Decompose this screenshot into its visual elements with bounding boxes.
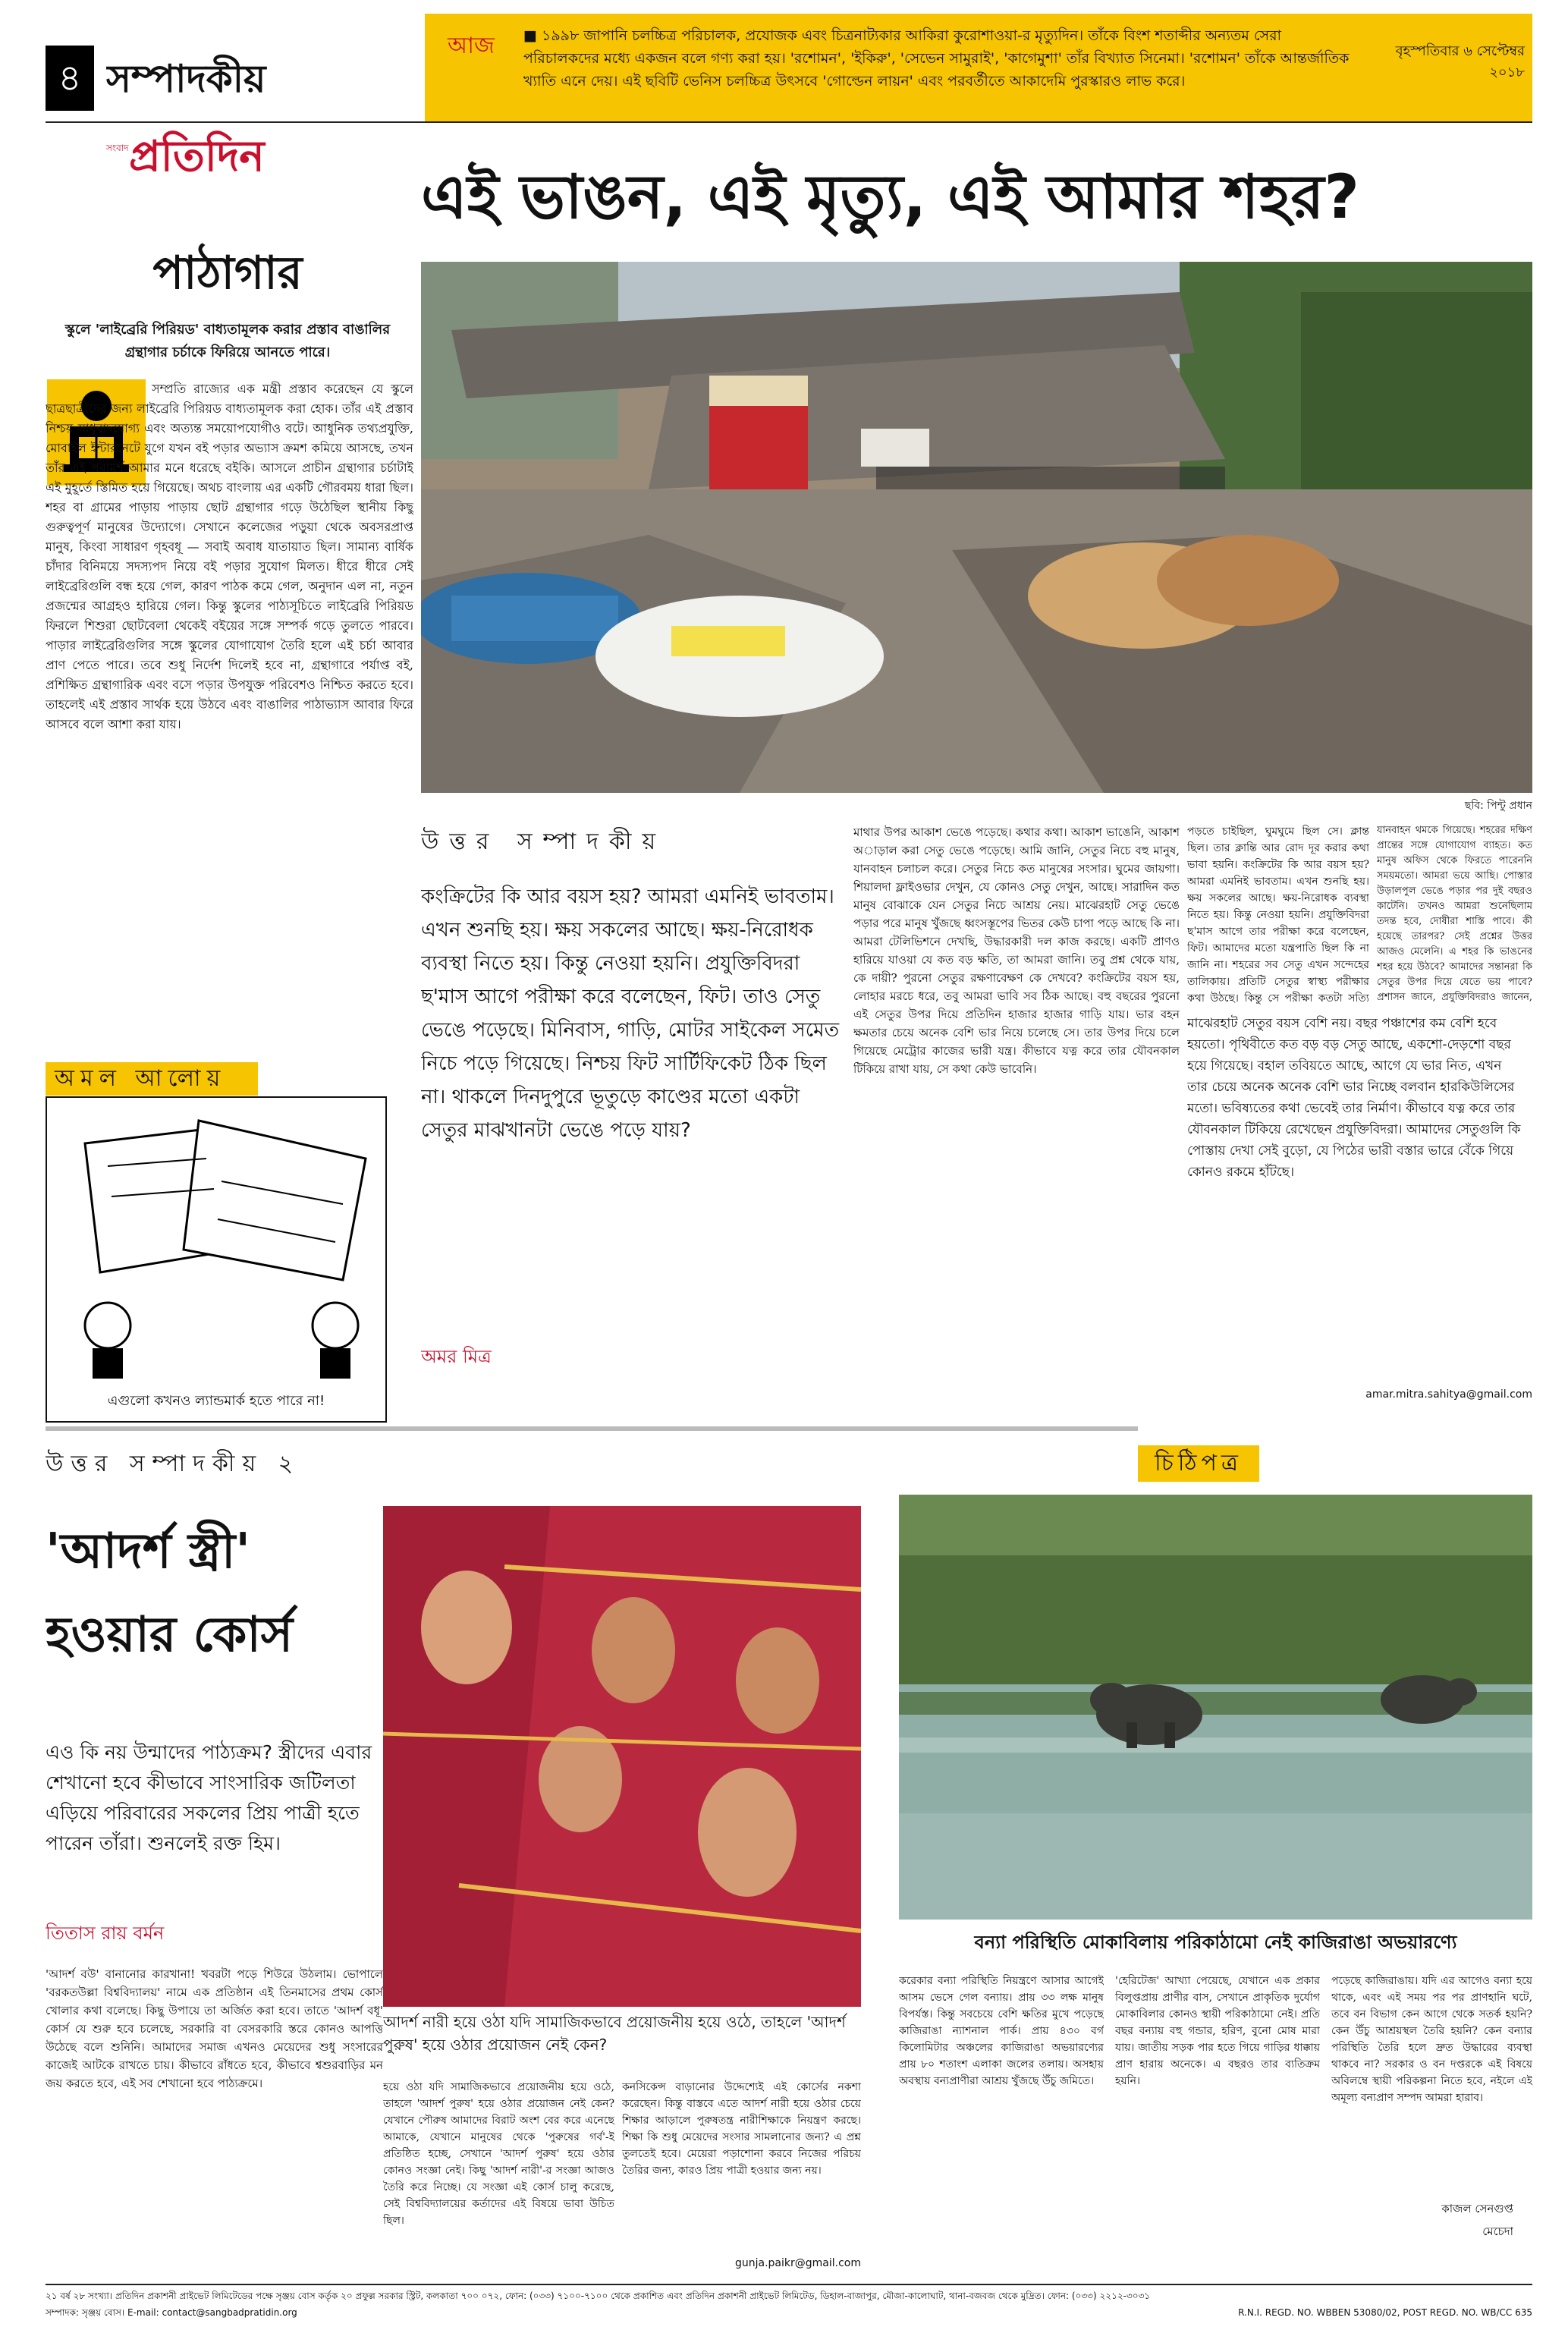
bridge-collapse-illustration: [421, 262, 1532, 793]
ut-author: অমর মিত্র: [421, 1346, 492, 1367]
today-note: ■ ১৯৯৮ জাপানি চলচ্চিত্র পরিচালক, প্রযোজক এবং চিত্রনাট্যকার আকিরা কুরোশাওয়া-র মৃত্যুদিন। তাঁকে বিংশ শতাব্দীর অন্যতম সেরা পরিচালকদের মধ্যে একজন বলে গণ্য করা হয়। 'রশোমন', 'ইকিরু', 'সেভেন সামুরাই', 'কাগেমুশা' তাঁর বিখ্যাত সিনেমা। 'রশোমন' তাঁকে আন্তর্জাতিক খ্যাতি এনে দেয়। এই ছবিটি ভেনিস চলচ্চিত্র উৎসবে 'গোল্ডেন লায়ন' এবং পরবর্তীতে আকাদেমি পুরস্কারও লাভ করে।: [523, 27, 1350, 90]
aaj-label: আজ: [448, 33, 495, 59]
pathagar-subtitle: স্কুলে 'লাইব্রেরি পিরিয়ড' বাধ্যতামূলক করার প্রস্তাব বাঙালির গ্রন্থাগার চর্চাকে ফিরিয়ে আনতে পারে।: [64, 322, 391, 360]
today-bar: [425, 14, 1532, 121]
ut2-body2: হয়ে ওঠা যদি সামাজিকভাবে প্রয়োজনীয় হয়ে ওঠে, তাহলে 'আদর্শ পুরুষ' হয়ে ওঠার প্রয়োজন নেই কেন? যেখানে পৌরুষ আমাদের বিরাট অংশ বের করে এনেছে আমাকে, যেখানে মানুষের থেকে 'পুরুষের গর্ব'-ই প্রতিষ্ঠিত হচ্ছে, সেখানে 'আদর্শ পুরুষ' হয়ে ওঠার কোনও সংজ্ঞা নেই। কিছু 'আদর্শ নারী'-র সংজ্ঞা আজও তৈরি করে নিচ্ছে। যে সংজ্ঞা এই কোর্স চালু করেছে, সেই বিশ্ববিদ্যালয়ের কর্তাদের এই বিষয়ে ভাবা উচিত ছিল।: [383, 2081, 614, 2227]
middle-rule: [46, 1426, 1138, 1431]
ut2-standfirst: এও কি নয় উন্মাদের পাঠ্যক্রম? স্ত্রীদের এবার শেখানো হবে কীভাবে সাংসারিক জটিলতা এড়িয়ে পরিবারের সকলের প্রিয় পাত্রী হতে পারেন তাঁরা। শুনলেই রক্ত হিম।: [46, 1741, 372, 1854]
page-number-box: [46, 46, 94, 111]
letter-body1: করেকার বন্যা পরিস্থিতি নিয়ন্ত্রণে আসার আগেই আসম ভেসে গেল বন্যায়। প্রায় ৩৩ লক্ষ মানুষ বিপর্যস্ত। কিন্তু সবচেয়ে বেশি ক্ষতির মুখে পড়েছে কাজিরাঙা ন্যাশনাল পার্ক। প্রায় ৪৩০ বর্গ কিলোমিটার অঞ্চলের কাজিরাঙা অভয়ারণ্যের প্রায় ৮০ শতাংশ এলাকা জলের তলায়। অসহায় অবস্থায় বন্যপ্রাণীরা আশ্রয় খুঁজছে উঁচু জমিতে।: [899, 1975, 1104, 2087]
section-title: সম্পাদকীয়: [106, 57, 266, 101]
ut2-body3: কনসিকেন্স বাড়ানোর উদ্দেশ্যেই এই কোর্সের নকশা করেছেন। কিন্তু বাস্তবে এতে আদর্শ নারী হয়ে ওঠার চেয়ে শিক্ষার আড়ালে পুরুষতন্ত্র নারীশিক্ষাকে নিয়ন্ত্রণ করছে। শিক্ষা কি শুধু মেয়েদের সংসার সামলানোর জন্য? এ প্রশ্ন তুলতেই হবে। মেয়েরা পড়াশোনা করবে নিজের পরিচয় তৈরির জন্য, কারও প্রিয় পাত্রী হওয়ার জন্য নয়।: [622, 2081, 861, 2177]
lead-headline: এই ভাঙন, এই মৃত্যু, এই আমার শহর?: [421, 162, 1359, 232]
ut-sampadakiya-title: উত্তর সম্পাদকীয়: [421, 829, 667, 855]
letter-body3: পড়েছে কাজিরাঙায়। যদি এর আগেও বন্যা হয়ে থাকে, এবং এই সময় পর পর প্রাণহানি ঘটে, তবে বন বিভাগ কেন আগে থেকে সতর্ক হয়নি? কেন উঁচু আশ্রয়স্থল তৈরি হয়নি? কেন বন্যার পরিস্থিতি তৈরি হলে দ্রুত উদ্ধারের ব্যবস্থা থাকবে না? সরকার ও বন দপ্তরকে এই বিষয়ে অবিলম্বে স্থায়ী পরিকল্পনা নিতে হবে, নইলে এই অমূল্য বন্যপ্রাণ সম্পদ আমরা হারাব।: [1331, 1975, 1532, 2104]
chithipatra-title: চিঠিপত্র: [1155, 1450, 1243, 1476]
ut2-email: gunja.paikr@gmail.com: [734, 2257, 861, 2269]
logo: [106, 127, 334, 188]
ut2-headline: 'আদর্শ স্ত্রী' হওয়ার কোর্স: [46, 1523, 294, 1663]
rhino-flood-illustration: [899, 1495, 1532, 1920]
ut-pull2: মাঝেরহাট সেতুর বয়স বেশি নয়। বছর পঞ্চাশের কম বেশি হবে হয়তো। পৃথিবীতে কত বড় বড় সেতু আছে, একশো-দেড়শো বছর হয়ে গিয়েছে। বহাল তবিয়তে আছে, আগে যে ভার নিত, এখন তার চেয়ে অনেক অনেক বেশি ভার নিচ্ছে বলবান হারকিউলিসের মতো। ভবিষ্যতের কথা ভেবেই তার নির্মাণ। কীভাবে যত্ন করে তার যৌবনকাল টিকিয়ে রেখেছেন প্রযুক্তিবিদরা। আমাদের সেতুগুলি কি পোস্তায় দেখা সেই বুড়ো, যে পিঠের ভারী বস্তার ভারে বেঁকে গিয়ে কোনও রকমে হাঁটছে।: [1187, 1016, 1521, 1180]
footer-rule: [46, 2284, 1532, 2285]
brides-photo: [383, 1506, 861, 2007]
letter-signature-name: কাজল সেনগুপ্ত: [1441, 2202, 1513, 2215]
brides-photo-caption: আদর্শ নারী হয়ে ওঠা যদি সামাজিকভাবে প্রয়োজনীয় হয়ে ওঠে, তাহলে 'আদর্শ পুরুষ' হয়ে ওঠার প্রয়োজন নেই কেন?: [383, 2013, 846, 2054]
letter-title: বন্যা পরিস্থিতি মোকাবিলায় পরিকাঠামো নেই কাজিরাঙা অভয়ারণ্যে: [974, 1932, 1457, 1953]
cartoon-panel: [46, 1096, 387, 1423]
cartoon-illustration: [47, 1098, 385, 1379]
pathagar-title: পাঠাগার: [152, 247, 303, 300]
brides-illustration: [383, 1506, 861, 2007]
photo-credit: ছবি: পিন্টু প্রধান: [1464, 800, 1532, 812]
ut2-title: উত্তর সম্পাদকীয় ২: [46, 1451, 301, 1477]
amal-alo-title-box: [46, 1062, 258, 1096]
ut-body1: মাথার উপর আকাশ ভেঙে পড়েছে। কথার কথা। আকাশ ভাঙেনি, আকাশ অাড়াল করা সেতু ভেঙে পড়েছে। আমি জানি, সেতুর নিচে বহু মানুষ, যানবাহন চলাচল করে। সেতুর নিচে কত মানুষের সংসার। ঘুমের জায়গা। শিয়ালদা ফ্লাইওভার দেখুন, যে কোনও সেতু দেখুন, আছে। সারাদিন কত মানুষ বোঝাকে যেন সেতুর নিচে আশ্রয় নেয়। মাঝেরহাট সেতু ভেঙে পড়ার পরে মানুষ খুঁজছে ধ্বংসস্তূপের ভিতর কেউ চাপা পড়ে আছে কি না। আমরা টেলিভিশনে দেখছি, উদ্ধারকারী দল কাজ করছে। একটি প্রাণও হারিয়ে যাওয়া যে কত বড় ক্ষতি, তা আমরা জানি। তবু প্রশ্ন থেকে যায়, কে দায়ী? পুরনো সেতুর রক্ষণাবেক্ষণ কে দেখবে? কংক্রিটের বয়স হয়, লোহার মরচে ধরে, তবু আমরা ভাবি সব ঠিক আছে। বহু বছরের পুরনো এই সেতুর উপর দিয়ে প্রতিদিন হাজার হাজার গাড়ি যায়। ভার বহন ক্ষমতার চেয়ে অনেক বেশি ভার নিয়ে চলেছে সে। তার উপর দিয়ে চলে গিয়েছে মেট্রোর কাজের ভারী যন্ত্র। কীভাবে যত্ন করে তার যৌবনকাল টিকিয়ে রাখা যায়, সে কথা কেউ ভাবেনি।: [853, 825, 1180, 1076]
letter-body2: 'হেরিটেজ' আখ্যা পেয়েছে, যেখানে এক প্রকার বিলুপ্তপ্রায় প্রাণীর বাস, সেখানে প্রাকৃতিক দুর্যোগ মোকাবিলার কোনও স্থায়ী পরিকাঠামো নেই। প্রতি বছর বন্যায় বহু গন্ডার, হরিণ, বুনো মোষ মারা যায়। জাতীয় সড়ক পার হতে গিয়ে গাড়ির ধাক্কায় প্রাণ হারায় অনেকে। এ বছরও তার ব্যতিক্রম হয়নি।: [1115, 1975, 1320, 2087]
ut-email: amar.mitra.sahitya@gmail.com: [1365, 1388, 1532, 1401]
chithipatra-title-box: [1138, 1445, 1259, 1482]
ut-body2: পড়তে চাইছিল, ঘুমঘুমে ছিল সে। ক্লান্ত ছিল। তার ক্লান্তি আর রোদ দূর করার কথা ভাবা হয়নি। কংক্রিটের কি আর বয়স হয়? আমরা এমনিই ভাবতাম। এখন শুনছি হয়। ক্ষয় সকলের আছে। ক্ষয়-নিরোধক ব্যবস্থা নিতে হয়। কিন্তু নেওয়া হয়নি। প্রযুক্তিবিদরা ছ'মাস আগে তার পরীক্ষা করে বলেছেন, ফিট। আমাদের মতো যন্ত্রপাতি ছিল কি না জানি না। শহরের সব সেতু এখন সন্দেহের তালিকায়। প্রতিটি সেতুর স্বাস্থ্য পরীক্ষার কথা উঠছে। কিন্তু সে পরীক্ষা কতটা সত্যি: [1187, 825, 1369, 1005]
ut2-author: তিতাস রায় বর্মন: [46, 1923, 165, 1944]
rhino-flood-photo: [899, 1495, 1532, 1920]
ut-body3: যানবাহন থমকে গিয়েছে। শহরের দক্ষিণ প্রান্তের সঙ্গে যোগাযোগ ব্যাহত। কত মানুষ অফিস থেকে ফিরতে পারেননি সময়মতো। আমরা ভয়ে আছি। পোস্তার উড়ালপুল ভেঙে পড়ার পর দুই বছরও কাটেনি। তখনও আমরা শুনেছিলাম তদন্ত হবে, দোষীরা শাস্তি পাবে। কী হয়েছে তারপর? সেই প্রশ্নের উত্তর আজও মেলেনি। এ শহর কি ভাঙনের শহর হয়ে উঠবে? আমাদের সন্তানরা কি সেতুর উপর দিয়ে যেতে ভয় পাবে? প্রশাসন জানে, প্রযুক্তিবিদরাও জানেন,: [1377, 825, 1532, 1003]
pathagar-body: সম্প্রতি রাজ্যের এক মন্ত্রী প্রস্তাব করেছেন যে স্কুলে ছাত্রছাত্রীদের জন্য লাইব্রেরি পিরিয়ড বাধ্যতামূলক করা হোক। তাঁর এই প্রস্তাব নিশ্চয় সাধুবাদযোগ্য এবং অত্যন্ত সময়োপযোগীও বটে। আধুনিক তথ্যপ্রযুক্তি, মোবাইল ইন্টারনেটে যুগে যখন বই পড়ার অভ্যাস ক্রমশ কমিয়ে আসছে, তখন তাঁর এই পরামর্শ আমার মনে ধরেছে বইকি। আসলে প্রাচীন গ্রন্থাগার চর্চাটাই এই মুহূর্তে স্তিমিত হয়ে গিয়েছে। অথচ বাংলায় এর একটি গৌরবময় ধারা ছিল। শহর বা গ্রামের পাড়ায় পাড়ায় ছোট গ্রন্থাগার গড়ে উঠেছিল স্থানীয় কিছু গুরুত্বপূর্ণ মানুষের উদ্যোগে। সেখানে কলেজের পড়ুয়া থেকে অবসরপ্রাপ্ত মানুষ, কিংবা সাধারণ গৃহবধূ — সবাই অবাধ যাতায়াত ছিল। সামান্য বার্ষিক চাঁদার বিনিময়ে সদস্যপদ নিয়ে বই পড়ার সুযোগ মিলত। ধীরে ধীরে সেই লাইব্রেরিগুলি বন্ধ হয়ে গেল, কারণ পাঠক কমে গেল, অনুদান এল না, নতুন প্রজন্মের আগ্রহও হারিয়ে গেল। কিন্তু স্কুলের পাঠ্যসূচিতে লাইব্রেরি পিরিয়ড ফিরলে শিশুরা ছোটবেলা থেকেই বইয়ের সঙ্গে সম্পর্ক গড়ে তুলতে পারবে। পাড়ার লাইব্রেরিগুলির সঙ্গে স্কুলের যোগাযোগ তৈরি হলে এই চর্চা আবার প্রাণ পেতে পারে। তবে শুধু নির্দেশ দিলেই হবে না, গ্রন্থাগারে পর্যাপ্ত বই, প্রশিক্ষিত গ্রন্থাগারিক এবং বসে পড়ার উপযুক্ত পরিবেশও নিশ্চিত করতে হবে। তাহলেই এই প্রস্তাব সার্থক হয়ে উঠবে এবং বাঙালির পাঠাভ্যাস আবার ফিরে আসবে বলে আশা করা যায়।: [46, 382, 413, 731]
page-number: ৪: [58, 57, 82, 99]
cartoon-caption: এগুলো কখনও ল্যান্ডমার্ক হতে পারে না!: [107, 1393, 325, 1409]
amal-alo-title: অমল আলোয়: [55, 1065, 227, 1092]
letter-signature-place: মেচেদা: [1482, 2225, 1513, 2238]
bridge-collapse-photo: [421, 262, 1532, 793]
footer-reg: R.N.I. REGD. NO. WBBEN 53080/02, POST REGD. NO. WB/CC 635: [1238, 2307, 1532, 2318]
logo-text: প্রতিদিন: [129, 132, 265, 181]
date-line: বৃহস্পতিবার ৬ সেপ্টেম্বর ২০১৮: [1395, 43, 1525, 80]
footer-line1: ২১ বর্ষ ২৮ সংখ্যা। প্রতিদিন প্রকাশনী প্রাইভেট লিমিটেডের পক্ষে সৃঞ্জয় বোস কর্তৃক ২০ প্রফুল্ল সরকার স্ট্রিট, কলকাতা ৭০০ ০৭২, ফোন: (০৩৩) ৭১০০-৭১০০ থেকে প্রকাশিত এবং প্রতিদিন প্রকাশনী প্রাইভেট লিমিটেড, ডিহাল-বাজাপুর, মৌজা-কালোঘাট, থানা-বজবজ থেকে মুদ্রিত। ফোন: (০৩৩) ২২১২-৩০৩১: [46, 2291, 1151, 2301]
logo-small: সংবাদ: [106, 143, 129, 153]
ut2-body1: 'আদর্শ বউ' বানানোর কারখানা! খবরটা পড়ে শিউরে উঠলাম। ভোপালে 'বরকতউল্লা বিশ্ববিদ্যালয়' নামে এক প্রতিষ্ঠান এই তিনমাসের প্রথম কোর্স খোলার কথা বলেছে। কিছু উপায়ে তা অর্জিত করা হবে। তাতে 'আদর্শ বধূ' কোর্স যে শুরু হবে চলেছে, সরকারি বা বেসরকারি স্তরে কোনও আপত্তি উঠেছে বলে শুনিনি। আমাদের সমাজ এখনও মেয়েদের শুধু সংসারের কাজেই আটকে রাখতে চায়। কীভাবে রাঁধতে হবে, কীভাবে শ্বশুরবাড়ির মন জয় করতে হবে, এই সব শেখানো হবে পাঠ্যক্রমে।: [46, 1967, 383, 2090]
ut-pullquote: কংক্রিটের কি আর বয়স হয়? আমরা এমনিই ভাবতাম। এখন শুনছি হয়। ক্ষয় সকলের আছে। ক্ষয়-নিরোধক ব্যবস্থা নিতে হয়। কিন্তু নেওয়া হয়নি। প্রযুক্তিবিদরা ছ'মাস আগে পরীক্ষা করে বলেছেন, ফিট। তাও সেতু ভেঙে পড়েছে। মিনিবাস, গাড়ি, মোটর সাইকেল সমেত নিচে পড়ে গিয়েছে। নিশ্চয় ফিট সার্টিফিকেট ঠিক ছিল না। থাকলে দিনদুপুরে ভূতুড়ে কাণ্ডের মতো একটা সেতুর মাঝখানটা ভেঙে পড়ে যায়?: [421, 885, 840, 1142]
masthead-rule: [46, 121, 1532, 123]
footer-line2: সম্পাদক: সৃঞ্জয় বোস। E-mail: contact@sangbadpratidin.org: [46, 2307, 297, 2318]
